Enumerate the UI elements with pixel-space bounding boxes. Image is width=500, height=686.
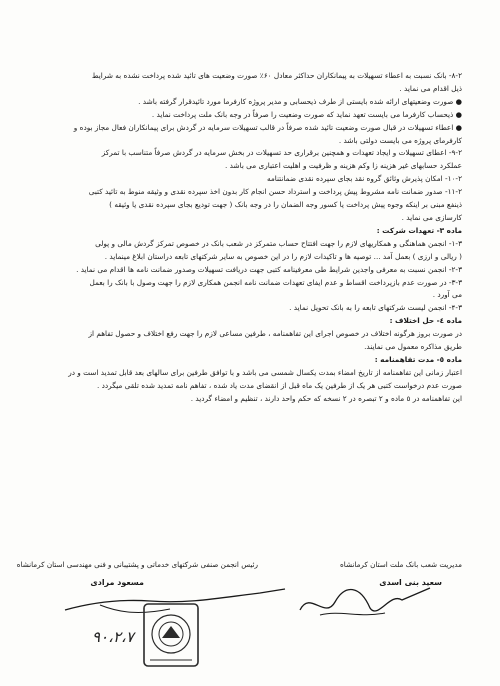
right-signer-title: مدیریت شعب بانک ملت استان کرمانشاه [340,560,462,569]
body-line: عملکرد حسابهای غیر هزینه زا وکم هزینه و ظرفیت و اهلیت اعتباری می باشد . [225,161,462,171]
body-line: ● صورت وضعیتهای ارائه شده بایستی از طرف ذیحسابی و مدیر پروژه کارفرما مورد تائیدقرار گرفته باشد . [138,96,462,106]
body-line: ۸-۲- بانک نسبت به اعطاء تسهیلات به پیمانکاران حداکثر معادل ۶۰٪ صورت وضعیت های تائید شده پرداخت نشده به شرایط [91,71,462,80]
body-line: اعتبار زمانی این تفاهمنامه از تاریخ امضاء بمدت یکسال شمسی می باشد و با توافق طرفین برای سالهای بعد قابل تمدید است و در [68,367,462,377]
body-line: این تفاهمنامه در ٥ ماده و ۲ تبصره در ۲ نسخه که حکم واحد دارند ، تنظیم و امضاء گردید . [190,393,462,403]
body-line: ۲-۳- انجمن نسبت به معرفی واجدین شرایط طی معرفینامه کتبی جهت دریافت تسهیلات وصدور ضمانت نامه ها اقدام می نماید . [76,264,462,274]
body-line: ● ذیحساب کارفرما می بایست تعهد نماید که صورت وضعیت را صرفاً در وجه بانک ملت پرداخت نماید . [151,109,462,119]
body-line: صورت عدم درخواست کتبی هر یک از طرفین یک ماه قبل از انقضای مدت یاد شده ، تفاهم نامه تمدید شده تلقی میگردد . [97,380,462,390]
body-line: ۱۱-۲- صدور ضمانت نامه مشروط پیش پرداخت و استرداد حسن انجام کار بدون اخذ سپرده نقدی و وثیقه منوط به تائید کتبی [88,187,462,197]
body-line: در صورت بروز هرگونه اختلاف در خصوص اجرای این تفاهمنامه ، طرفین مساعی لازم را جهت رفع اختلاف و حصول تفاهم از [88,329,462,339]
body-line: کارسازی می نماید . [401,212,462,222]
body-line: ۴-۳- انجمن لیست شرکتهای تابعه را به بانک تحویل نماید . [289,303,462,313]
handwritten-date: ۹۰،۲،۷ [92,628,134,646]
right-signer-name: سعید بنی اسدی [379,578,442,587]
section-heading: ماده ٤- حل اختلاف : [389,316,462,326]
left-signer-title: رئیس انجمن صنفی شرکتهای خدماتی و پشتیبانی و فنی مهندسی استان کرمانشاه [16,560,258,569]
body-line: ۱-۳- انجمن هماهنگی و همکاریهای لازم را جهت افتتاح حساب متمرکز در شعب بانک در خصوص تمرکز گردش مالی و پولی [95,238,462,248]
body-line: ● اعطاء تسهیلات در قبال صورت وضعیت تائید شده صرفاً در قالب تسهیلات سرمایه در گردش برای پیمانکاران فعال مجاز بوده و [73,122,462,132]
document-body [30,70,462,406]
body-line: ۱۰-۲- امکان پذیرش وثائق گروه نقد بجای سپرده نقدی ضمانتنامه [266,174,462,184]
body-line: طریق مذاکره معمول می نمایند. [364,342,462,352]
body-line: ذینفع مبنی بر اینکه وجوه پیش پرداخت یا کسور وجه الضمان را در وجه بانک ( جهت تودیع بجای سپرده نقدی یا وثیقه ) [109,200,462,210]
section-heading: ماده ۳- تعهدات شرکت : [376,225,462,235]
association-stamp-icon [140,600,202,670]
body-line: کارفرمای پروژه می بایست دولتی باشد . [338,135,462,145]
left-signer-name: مسعود مرادی [90,578,144,587]
body-line: می آورد . [432,290,462,300]
right-signature-scribble-icon [290,580,440,625]
body-line: ذیل اقدام می نماید . [399,83,462,93]
body-line: ۹-۲- اعطای تسهیلات و ایجاد تعهدات و همچنین برقراری حد تسهیلات در بخش سرمایه در گردش صرفاً متناسب با تمرکز [101,148,462,158]
body-line: ( ریالی و ارزی ) بعمل آمد ... توصیه ها و تاکیدات لازم را در این خصوص به سایر شرکتهای تابعه دراستان ابلاغ مینماید . [104,251,462,261]
body-line: ۳-۳- در صورت عدم بازپرداخت اقساط و عدم ایفای تعهدات ضمانت نامه انجمن همکاری لازم را جهت وصول با بانک را بعمل [89,277,462,287]
section-heading: ماده ٥- مدت تفاهمنامه : [374,354,462,364]
